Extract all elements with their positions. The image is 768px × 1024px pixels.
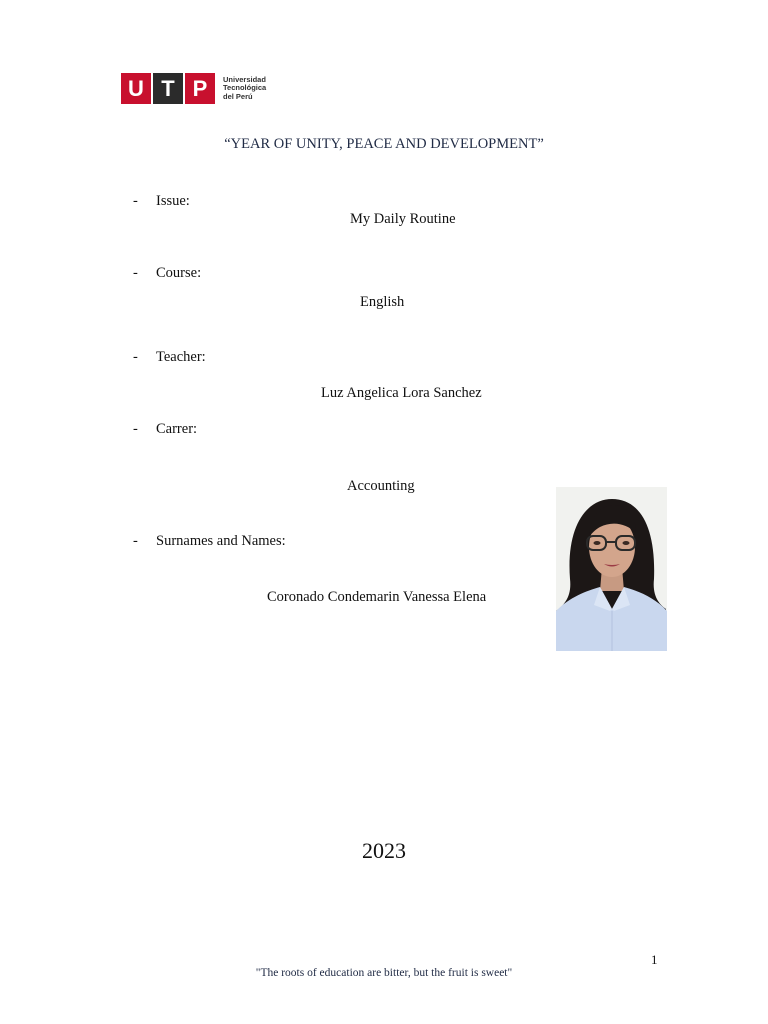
logo-name-line-3: del Perú (223, 91, 253, 101)
course-value: English (360, 294, 405, 310)
logo-letter-t: T (153, 73, 183, 104)
document-year: 2023 (362, 838, 406, 863)
names-label: Surnames and Names: (156, 533, 286, 549)
logo-university-name (223, 76, 266, 102)
logo-name-line-1: Universidad (223, 74, 266, 84)
footer-quote: "The roots of education are bitter, but the fruit is sweet" (255, 967, 513, 979)
logo-letter-u: U (121, 73, 151, 104)
issue-value: My Daily Routine (350, 211, 456, 227)
teacher-label: Teacher: (156, 349, 206, 365)
bullet-dash: - (133, 193, 138, 209)
student-portrait-photo (556, 487, 667, 651)
bullet-dash: - (133, 421, 138, 437)
portrait-illustration (556, 487, 667, 651)
bullet-dash: - (133, 533, 138, 549)
bullet-dash: - (133, 265, 138, 281)
year-motto: “YEAR OF UNITY, PEACE AND DEVELOPMENT” (224, 136, 544, 152)
course-label: Course: (156, 265, 202, 281)
page-number: 1 (651, 952, 658, 967)
teacher-value: Luz Angelica Lora Sanchez (321, 385, 482, 401)
bullet-dash: - (133, 349, 138, 365)
issue-label: Issue: (156, 193, 190, 209)
logo-name-line-2: Tecnológica (223, 83, 267, 93)
utp-logo (121, 73, 266, 104)
career-label: Carrer: (156, 421, 198, 437)
logo-letter-p: P (185, 73, 215, 104)
names-value: Coronado Condemarin Vanessa Elena (267, 589, 487, 605)
career-value: Accounting (347, 478, 415, 494)
